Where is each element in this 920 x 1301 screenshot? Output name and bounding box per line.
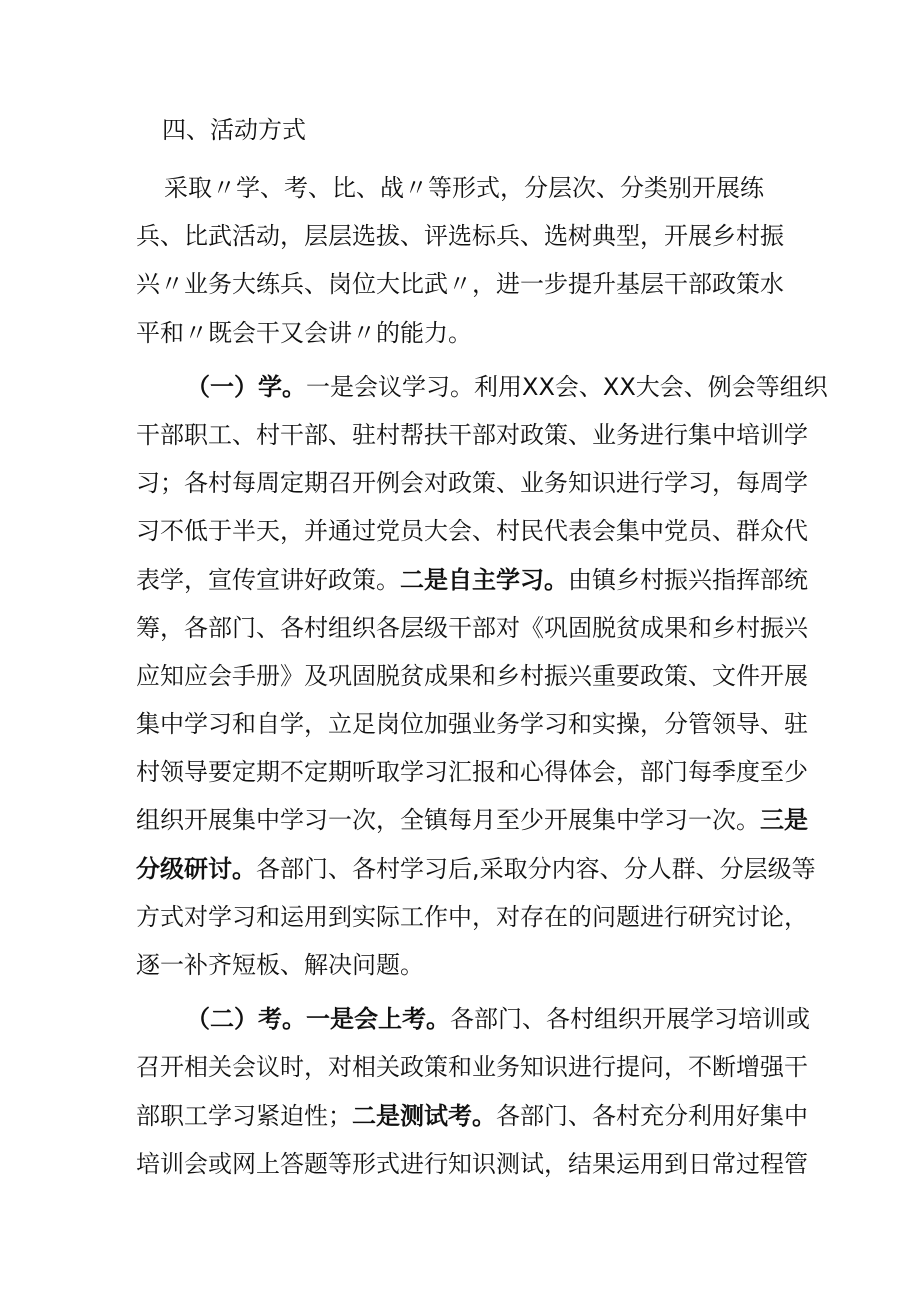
paragraph-study	[136, 363, 828, 989]
bold-run: 一是会上考。	[306, 1005, 450, 1034]
text-line: 逐一补齐短板、解决问题。	[136, 951, 424, 979]
subsection-title: （二）考。	[186, 1005, 306, 1034]
text-line: 方式对学习和运用到实际工作中，对存在的问题进行研究讨论，	[136, 902, 808, 931]
section-heading: 四、活动方式	[162, 116, 306, 144]
text-line: 村领导要定期不定期听取学习汇报和心得体会，部门每季度至少	[136, 758, 808, 787]
text-line	[136, 363, 828, 411]
text-run: 组织开展集中学习一次，全镇每月至少开展集中学习一次。	[136, 806, 760, 835]
text-run: 各部门、各村学习后,采取分内容、分人群、分层级等	[256, 854, 816, 883]
paragraph-activity-method	[136, 164, 788, 357]
text-line: 集中学习和自学，立足岗位加强业务学习和实操，分管领导、驻	[136, 710, 808, 739]
text-line: 兵、比武活动，层层选拔、评选标兵、选树典型，开展乡村振	[136, 222, 784, 251]
text-line: 习不低于半天，并通过党员大会、村民代表会集中党员、群众代	[136, 517, 808, 546]
text-line: 兴〃业务大练兵、岗位大比武〃，进一步提升基层干部政策水	[136, 270, 784, 299]
text-line	[136, 1092, 808, 1140]
text-line	[136, 995, 810, 1043]
text-run: 各部门、各村组织开展学习培训或	[450, 1005, 810, 1034]
text-line: 干部职工、村干部、驻村帮扶干部对政策、业务进行集中培训学	[136, 420, 808, 449]
text-line: 筹，各部门、各村组织各层级干部对《巩固脱贫成果和乡村振兴	[136, 613, 808, 642]
text-run: 由镇乡村振兴指挥部统	[568, 565, 808, 594]
text-line: 培训会或网上答题等形式进行知识测试，结果运用到日常过程管	[136, 1149, 808, 1178]
text-run: 各部门、各村充分利用好集中	[496, 1101, 808, 1130]
text-line: 习；各村每周定期召开例会对政策、业务知识进行学习，每周学	[136, 469, 808, 498]
bold-run: 分级研讨。	[136, 854, 256, 883]
paragraph-exam	[136, 995, 810, 1188]
document-page	[136, 106, 828, 1188]
text-run: 一是会议学习。利用XX会、XX大会、例会等组织	[306, 372, 828, 401]
text-line	[136, 556, 808, 604]
text-line: 采取〃学、考、比、战〃等形式，分层次、分类别开展练	[164, 174, 764, 202]
bold-run: 二是测试考。	[352, 1101, 496, 1130]
text-line: 平和〃既会干又会讲〃的能力。	[136, 318, 472, 347]
text-line: 应知应会手册》及巩固脱贫成果和乡村振兴重要政策、文件开展	[136, 661, 808, 690]
bold-run: 三是	[760, 806, 808, 835]
text-line: 召开相关会议时，对相关政策和业务知识进行提问，不断增强干	[136, 1053, 808, 1082]
text-run: 部职工学习紧迫性；	[136, 1101, 352, 1130]
bold-run: 二是自主学习。	[400, 565, 568, 594]
text-line	[136, 845, 816, 893]
text-line	[136, 796, 808, 844]
text-run: 表学，宣传宣讲好政策。	[136, 565, 400, 594]
subsection-title: （一）学。	[186, 372, 306, 401]
